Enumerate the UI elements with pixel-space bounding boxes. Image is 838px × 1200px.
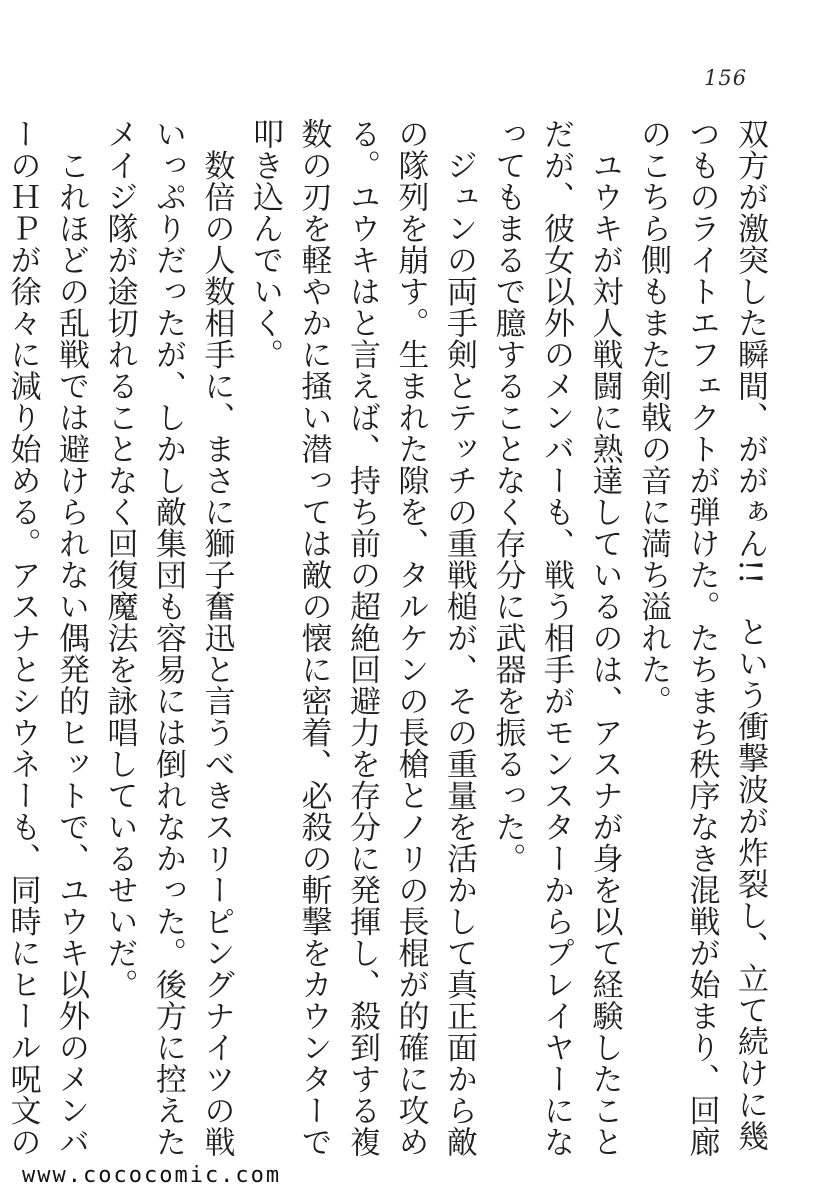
paragraph: ユウキが対人戦闘に熟達しているのは、アスナが身を以て経験したことだが、彼女以外のメンバーも、戦う相手がモンスターからプレイヤーになってもまるで臆することなく存分に武器を振るった。: [489, 118, 623, 1158]
paragraph: 数倍の人数相手に、まさに獅子奮迅と言うべきスリーピングナイツの戦いっぷりだったが、しかし敵集団も容易には倒れなかった。後方に控えたメイジ隊が途切れることなく回復魔法を詠唱しているせいだ。: [101, 118, 235, 1158]
paragraph: これほどの乱戦では避けられない偶発的ヒットで、ユウキ以外のメンバーのＨＰが徐々に減り始める。アスナとシウネーも、同時にヒール呪文の: [4, 118, 89, 1158]
watermark-url: www.cococomic.com: [22, 1163, 282, 1188]
paragraph: 双方が激突した瞬間、ががぁん!! という衝撃波が炸裂し、立て続けに幾つものライトエフェクトが弾けた。たちまち秩序なき混戦が始まり、回廊のこちら側もまた剣戟の音に満ち溢れた。: [635, 118, 768, 1158]
page-number: 156: [704, 66, 748, 90]
paragraph: ジュンの両手剣とテッチの重戦槌が、その重量を活かして真正面から敵の隊列を崩す。生まれた隙を、タルケンの長槍とノリの長棍が的確に攻める。ユウキはと言えば、持ち前の超絶回避力を存分に発揮し、殺到する複数の刃を軽やかに掻い潜っては敵の懐に密着、必殺の斬撃をカウンターで叩き込んでいく。: [247, 118, 477, 1158]
